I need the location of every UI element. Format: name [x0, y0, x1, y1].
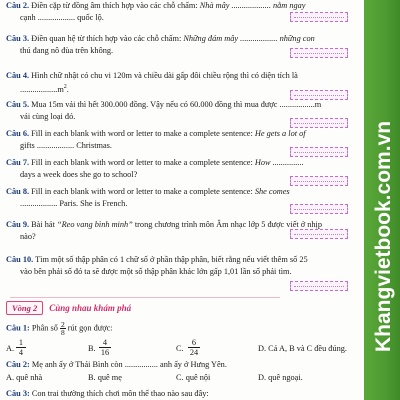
round-tag: Vòng 2	[6, 301, 43, 315]
round-title: Cùng nhau khám phá	[49, 302, 132, 313]
option-c1-c-label[interactable]: C.	[176, 344, 184, 353]
question-c4-line1: Câu 4. Hình chữ nhật có chu vi 120m và chiều dài gấp đôi chiều rộng thì có diện tích là	[6, 71, 298, 80]
option-c2-d[interactable]: D. quê ngoại.	[258, 373, 303, 382]
round-divider	[10, 297, 280, 298]
answer-box-c2[interactable]	[290, 12, 348, 22]
answer-box-c9[interactable]	[290, 229, 348, 239]
brand-watermark	[366, 66, 398, 356]
question-c2-line1: Câu 2. Điền cặp từ đồng âm thích hợp vào các chỗ chấm: Nhà mây ................... nằm ngay	[6, 1, 306, 10]
question-c3-line2: thú đang nô đùa trên không.	[20, 46, 114, 55]
option-c2-c[interactable]: C. quê nội	[176, 373, 211, 382]
question-c5-line1: Câu 5. Mua 15m vải thì hết 300.000 đồng. Vậy nếu có 60.000 đồng thì mua được .................m	[6, 100, 322, 109]
round-banner	[6, 300, 131, 315]
brand-text: Khangvietbook.com.vn	[372, 120, 395, 352]
answer-box-c6[interactable]	[290, 147, 348, 157]
brand-watermark-svg	[366, 66, 398, 356]
option-c2-a[interactable]: A. quê nhà	[6, 373, 43, 382]
question-c2-line2: cạnh .................. quốc lộ.	[20, 13, 104, 22]
question-c10-line1: Câu 10. Tìm một số thập phân có 1 chữ số ở phần thập phân, biết rằng nếu viết thêm số 25	[6, 255, 308, 264]
question-c6-line2: gifts .................. Christmas.	[20, 141, 112, 150]
question-c8-line1: Câu 8. Fill in each blank with word or letter to make a complete sentence: She comes	[6, 187, 290, 196]
round-question-c1: Câu 1: Phân số $\frac{2}{8}$ rút gọn được:	[6, 320, 113, 337]
fraction-2-8: $\frac{2}{8}$	[60, 320, 65, 337]
option-c1-c-fraction[interactable]: $\frac{6}{24}$	[189, 338, 199, 357]
question-c7-line2: days a week does she go to school?	[20, 170, 138, 179]
option-c1-a-fraction[interactable]: $\frac{1}{4}$	[16, 338, 26, 357]
answer-column	[276, 0, 364, 400]
answer-box-c5[interactable]	[290, 118, 348, 128]
question-c10-line2: vào bên phải số đó ta sẽ được một số thập phân khác lớn gấp 1,01 lần số phải tìm.	[20, 267, 292, 276]
question-c9-line2: nào?	[20, 232, 36, 241]
question-c6-line1: Câu 6. Fill in each blank with word or letter to make a complete sentence: He gets a lot of	[6, 129, 306, 138]
option-c1-b-label[interactable]: B.	[88, 344, 96, 353]
option-c1-b-fraction[interactable]: $\frac{4}{16}$	[100, 338, 110, 357]
question-c5-line2: vải cùng loại đó.	[20, 112, 76, 121]
question-c7-line1: Câu 7. Fill in each blank with word or letter to make a complete sentence: How ...............	[6, 158, 304, 167]
question-c9-line1: Câu 9. Bài hát “Reo vang bình minh” trong chương trình môn Âm nhạc lớp 5 được viết ở nhịp	[6, 220, 323, 229]
answer-box-c8[interactable]	[290, 204, 348, 214]
answer-box-c7[interactable]	[290, 176, 348, 186]
question-c4-line2: $..................m^2$.	[20, 84, 69, 94]
round-question-c2: Câu 2: Mẹ anh ấy ở Thái Bình còn ................ anh ấy ở Hưng Yên.	[6, 360, 227, 369]
question-c8-line2: .................. Paris. She is French.	[20, 199, 128, 208]
answer-box-c10[interactable]	[290, 281, 348, 291]
option-c1-a-label[interactable]: A.	[6, 344, 15, 353]
option-c2-b[interactable]: B. quê mẹ	[88, 373, 122, 382]
answer-box-c3[interactable]	[290, 48, 348, 58]
question-c3-line1: Câu 3. Điền quan hệ từ thích hợp vào các chỗ chấm: Những đám mây .................. những con	[6, 34, 315, 43]
round-question-c3: Câu 3: Con trai thường thích chơi môn thể thao nào sau đây:	[6, 389, 209, 398]
option-c1-d[interactable]: D. Cả A, B và C đều đúng.	[258, 344, 347, 353]
